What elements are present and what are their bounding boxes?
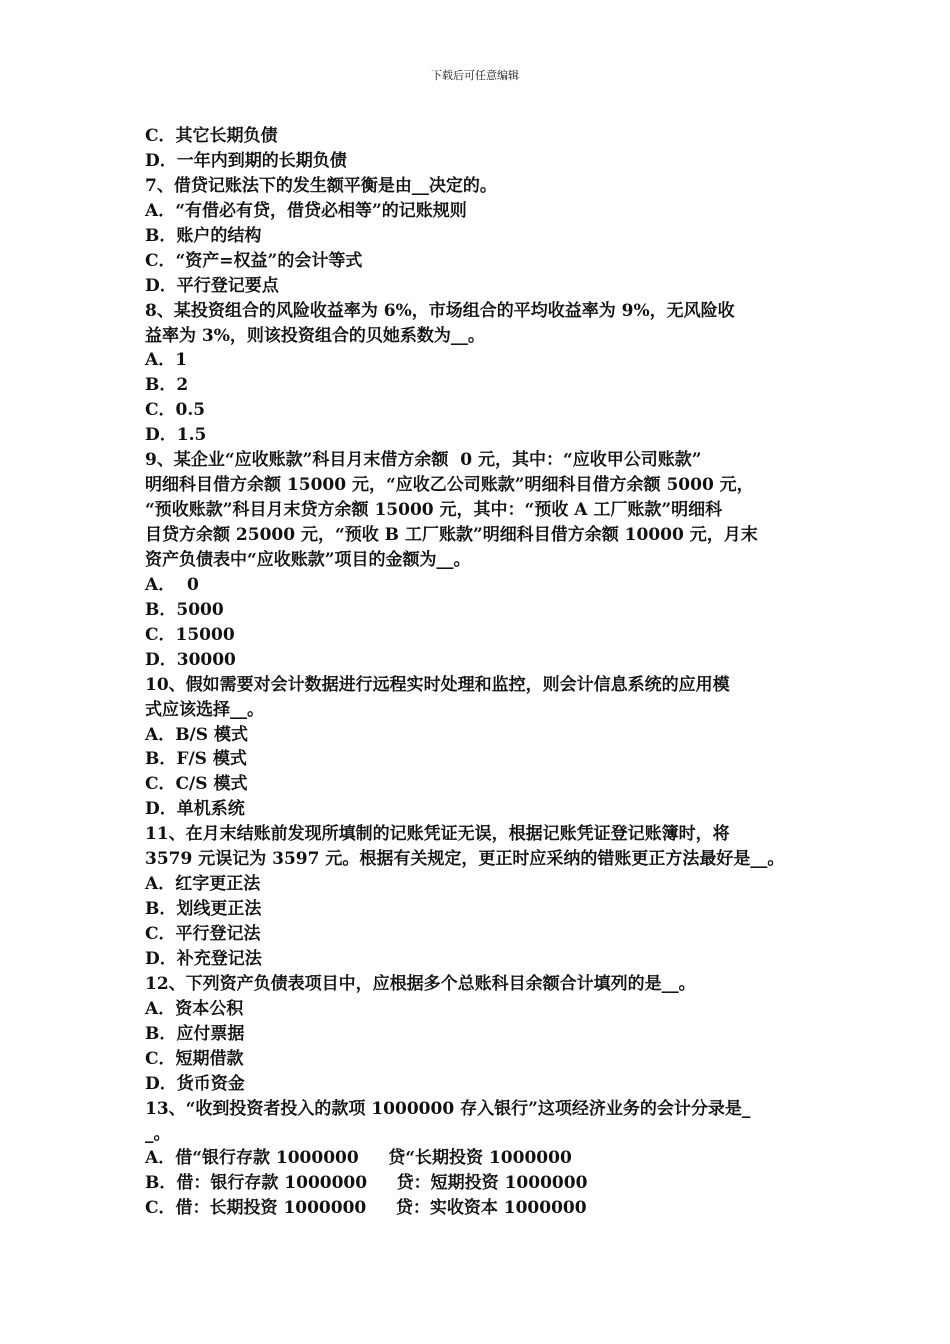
text-line: 10、假如需要对会计数据进行远程实时处理和监控，则会计信息系统的应用模: [145, 674, 730, 695]
text-line: A．红字更正法: [145, 874, 261, 895]
text-line: A． 0: [145, 574, 199, 595]
text-line: 资产负债表中“应收账款”项目的金额为__。: [145, 549, 471, 570]
text-line: A．1: [145, 350, 188, 371]
text-line: D．平行登记要点: [145, 275, 279, 296]
text-line: B．借：银行存款 1000000 贷：短期投资 1000000: [145, 1173, 588, 1194]
text-line: B．应付票据: [145, 1023, 245, 1044]
text-line: D．单机系统: [145, 799, 245, 820]
text-line: B．F/S 模式: [145, 749, 247, 770]
text-line: A．借“银行存款 1000000 贷“长期投资 1000000: [145, 1148, 572, 1169]
text-line: D．1.5: [145, 425, 207, 446]
text-line: C．其它长期负债: [145, 126, 278, 146]
document-body: [145, 124, 825, 1221]
text-line: D．一年内到期的长期负债: [145, 150, 347, 171]
text-line: 目贷方余额 25000 元，“预收 B 工厂账款”明细科目借方余额 10000 元，月末: [145, 525, 758, 545]
text-line: A．资本公积: [145, 998, 244, 1019]
text-line: C．C/S 模式: [145, 774, 248, 795]
text-line: 12、下列资产负债表项目中，应根据多个总账科目余额合计填列的是__。: [145, 973, 696, 994]
text-line: B．账户的结构: [145, 225, 262, 246]
text-line: _。: [145, 1123, 171, 1144]
text-line: 7、借贷记账法下的发生额平衡是由__决定的。: [145, 175, 497, 196]
text-line: 9、某企业“应收账款”科目月末借方余额 0 元，其中：“应收甲公司账款”: [145, 450, 702, 471]
text-line: B．5000: [145, 599, 224, 620]
text-line: 式应该选择__。: [145, 699, 264, 720]
text-line: C．短期借款: [145, 1048, 244, 1069]
text-line: D．补充登记法: [145, 948, 262, 969]
text-line: C．15000: [145, 624, 235, 645]
text-line: B．划线更正法: [145, 899, 262, 920]
text-line: 8、某投资组合的风险收益率为 6%，市场组合的平均收益率为 9%，无风险收: [145, 300, 735, 321]
text-line: C．“资产=权益”的会计等式: [145, 250, 363, 271]
text-line: D．30000: [145, 649, 236, 670]
text-line: 13、“收到投资者投入的款项 1000000 存入银行”这项经济业务的会计分录是_: [145, 1098, 751, 1119]
text-line: C．0.5: [145, 400, 206, 421]
text-line: A．“有借必有贷，借贷必相等”的记账规则: [145, 200, 467, 221]
text-line: 11、在月末结账前发现所填制的记账凭证无误，根据记账凭证登记账簿时，将: [145, 824, 730, 845]
text-line: 益率为 3%，则该投资组合的贝她系数为__。: [145, 325, 485, 346]
page-header: 下载后可任意编辑: [431, 69, 519, 82]
text-line: 3579 元误记为 3597 元。根据有关规定，更正时应采纳的错账更正方法最好是__。: [145, 849, 785, 870]
text-line: C．平行登记法: [145, 924, 261, 944]
text-line: B．2: [145, 375, 189, 396]
text-line: D．货币资金: [145, 1073, 245, 1094]
text-line: C．借：长期投资 1000000 贷：实收资本 1000000: [145, 1198, 587, 1219]
text-line: “预收账款”科目月末贷方余额 15000 元，其中：“预收 A 工厂账款”明细科: [145, 500, 723, 521]
text-line: A．B/S 模式: [145, 724, 248, 745]
text-line: 明细科目借方余额 15000 元，“应收乙公司账款”明细科目借方余额 5000 元，: [145, 475, 754, 496]
